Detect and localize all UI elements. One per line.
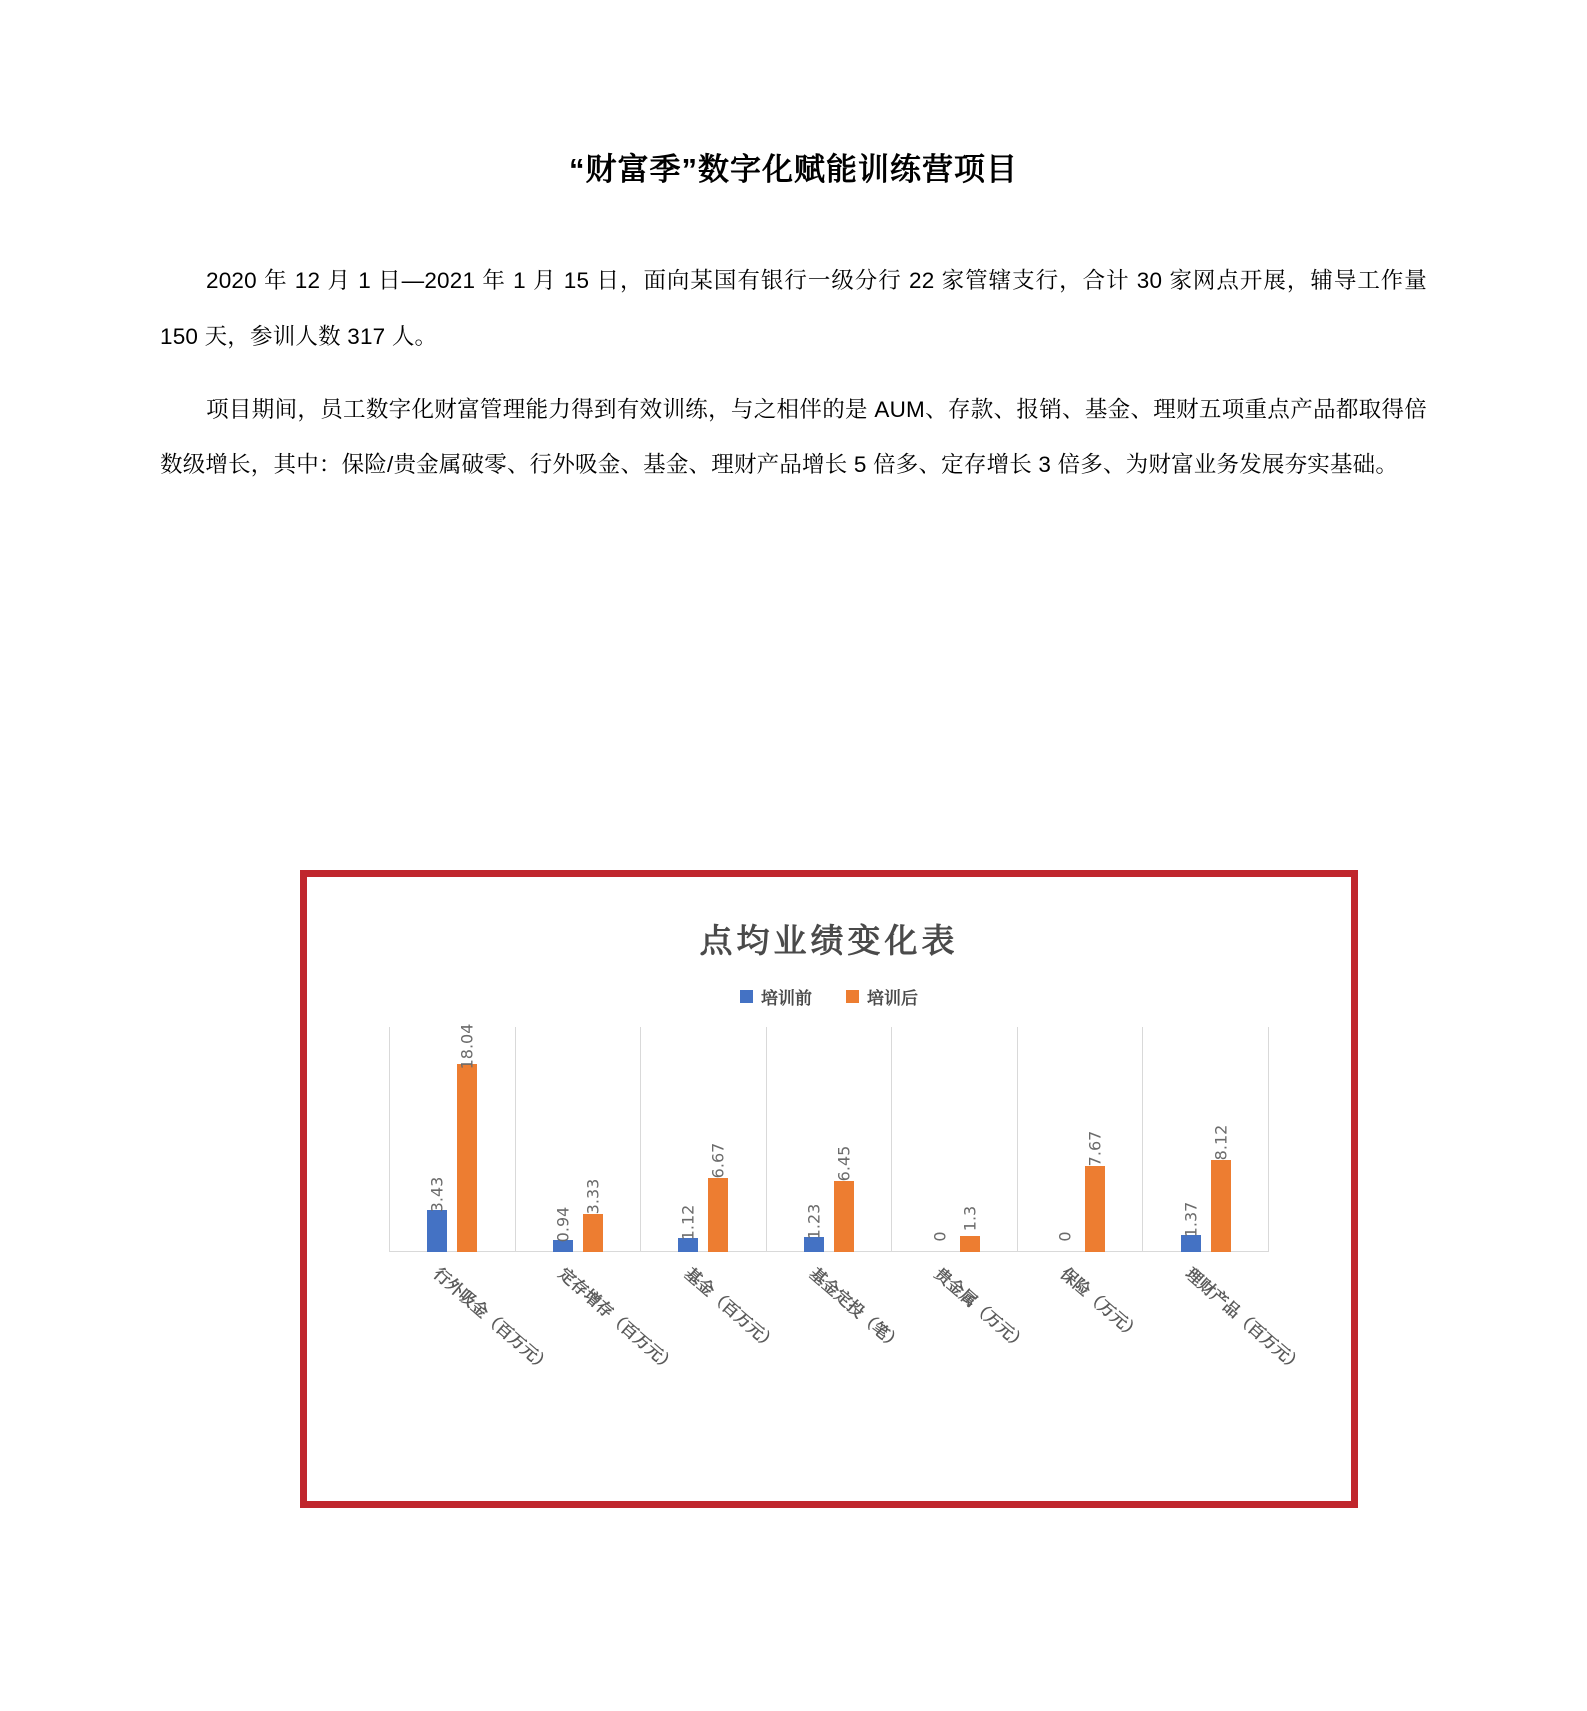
chart-figure — [300, 870, 1358, 1508]
bar-label-after: 6.45 — [834, 1145, 854, 1182]
bar-label-before: 1.23 — [804, 1203, 824, 1240]
category-label — [390, 1255, 555, 1405]
bar-wrap-after — [960, 1027, 980, 1252]
category-label-text: 保险（万元） — [1056, 1264, 1144, 1344]
legend-item-after — [846, 984, 918, 1009]
category-label — [1143, 1255, 1307, 1405]
bar-label-before: 0.94 — [553, 1206, 573, 1243]
bar-label-after: 18.04 — [457, 1023, 477, 1070]
paragraph-1-text: 2020 年 12 月 1 日—2021 年 1 月 15 日，面向某国有银行一级分行 22 家管辖支行，合计 30 家网点开展，辅导工作量 150 天，参训人数 317 人。 — [160, 268, 1427, 349]
bar-before — [1181, 1235, 1201, 1252]
bar-label-after: 6.67 — [708, 1142, 728, 1179]
bar-after — [1085, 1166, 1105, 1252]
chart-title: 点均业绩变化表 — [699, 921, 959, 960]
bar-wrap-before — [804, 1027, 824, 1252]
legend-label-after: 培训后 — [867, 989, 918, 1008]
legend-swatch-icon — [846, 990, 859, 1003]
category-label — [1017, 1255, 1142, 1405]
bar-label-before: 1.12 — [678, 1204, 698, 1241]
bar-wrap-before — [427, 1027, 447, 1252]
chart-bar-groups — [390, 1023, 1268, 1252]
bar-wrap-after — [457, 1023, 477, 1252]
bar-label-before: 3.43 — [427, 1176, 447, 1213]
category-label-text: 理财产品（百万元） — [1182, 1264, 1307, 1376]
paragraph-2 — [160, 382, 1427, 492]
bar-wrap-before — [678, 1027, 698, 1252]
legend-swatch-icon — [740, 990, 753, 1003]
bar-wrap-before — [1055, 1027, 1075, 1252]
bar-wrap-after — [708, 1027, 728, 1252]
bar-group — [1143, 1027, 1268, 1252]
bar-after — [583, 1214, 603, 1252]
bar-wrap-before — [1181, 1027, 1201, 1252]
bar-label-after: 3.33 — [583, 1178, 603, 1215]
page-title: “财富季”数字化赋能训练营项目 — [569, 152, 1018, 187]
category-label-text: 定存增存（百万元） — [555, 1264, 680, 1376]
category-label-text: 行外吸金（百万元） — [429, 1264, 555, 1376]
bar-after — [960, 1236, 980, 1252]
bar-wrap-after — [583, 1027, 603, 1252]
category-label-text: 基金定投（笔） — [805, 1264, 906, 1355]
bar-after — [1211, 1160, 1231, 1252]
bar-wrap-after — [834, 1027, 854, 1252]
bar-wrap-after — [1085, 1027, 1105, 1252]
bar-before — [427, 1210, 447, 1252]
category-label — [515, 1255, 680, 1405]
paragraph-2-text: 项目期间，员工数字化财富管理能力得到有效训练，与之相伴的是 AUM、存款、报销、基金、理财五项重点产品都取得倍数级增长，其中：保险/贵金属破零、行外吸金、基金、理财产品增长 5 倍多、定存增长 3 倍多、为财富业务发展夯实基础。 — [160, 396, 1427, 477]
bar-group — [516, 1027, 642, 1252]
paragraph-1 — [160, 253, 1427, 363]
bar-label-before: 0 — [930, 1231, 950, 1242]
bar-wrap-after — [1211, 1027, 1231, 1252]
chart-plot-area — [389, 1023, 1307, 1376]
bar-after — [457, 1064, 477, 1252]
bar-after — [708, 1178, 728, 1252]
bar-label-after: 1.3 — [960, 1205, 980, 1232]
bar-group — [641, 1027, 767, 1252]
bar-wrap-before — [553, 1027, 573, 1252]
bar-group — [390, 1023, 516, 1252]
bar-wrap-before — [930, 1027, 950, 1252]
chart-category-labels — [390, 1255, 1307, 1405]
bar-after — [834, 1181, 854, 1252]
bar-group — [1018, 1027, 1144, 1252]
category-label — [641, 1255, 781, 1405]
bar-group — [892, 1027, 1018, 1252]
bar-label-before: 1.37 — [1181, 1201, 1201, 1238]
legend-label-before: 培训前 — [761, 989, 812, 1008]
bar-group — [767, 1027, 893, 1252]
category-label — [766, 1255, 906, 1405]
bar-label-before: 0 — [1055, 1231, 1075, 1242]
legend-item-before — [740, 984, 812, 1009]
category-label-text: 基金（百万元） — [680, 1264, 781, 1355]
document-page — [0, 148, 1587, 1711]
bar-label-after: 8.12 — [1211, 1124, 1231, 1161]
category-label — [892, 1255, 1031, 1405]
chart-container — [307, 877, 1351, 1501]
category-label-text: 贵金属（万元） — [931, 1264, 1031, 1355]
bar-label-after: 7.67 — [1085, 1130, 1105, 1167]
chart-legend — [325, 984, 1333, 1009]
